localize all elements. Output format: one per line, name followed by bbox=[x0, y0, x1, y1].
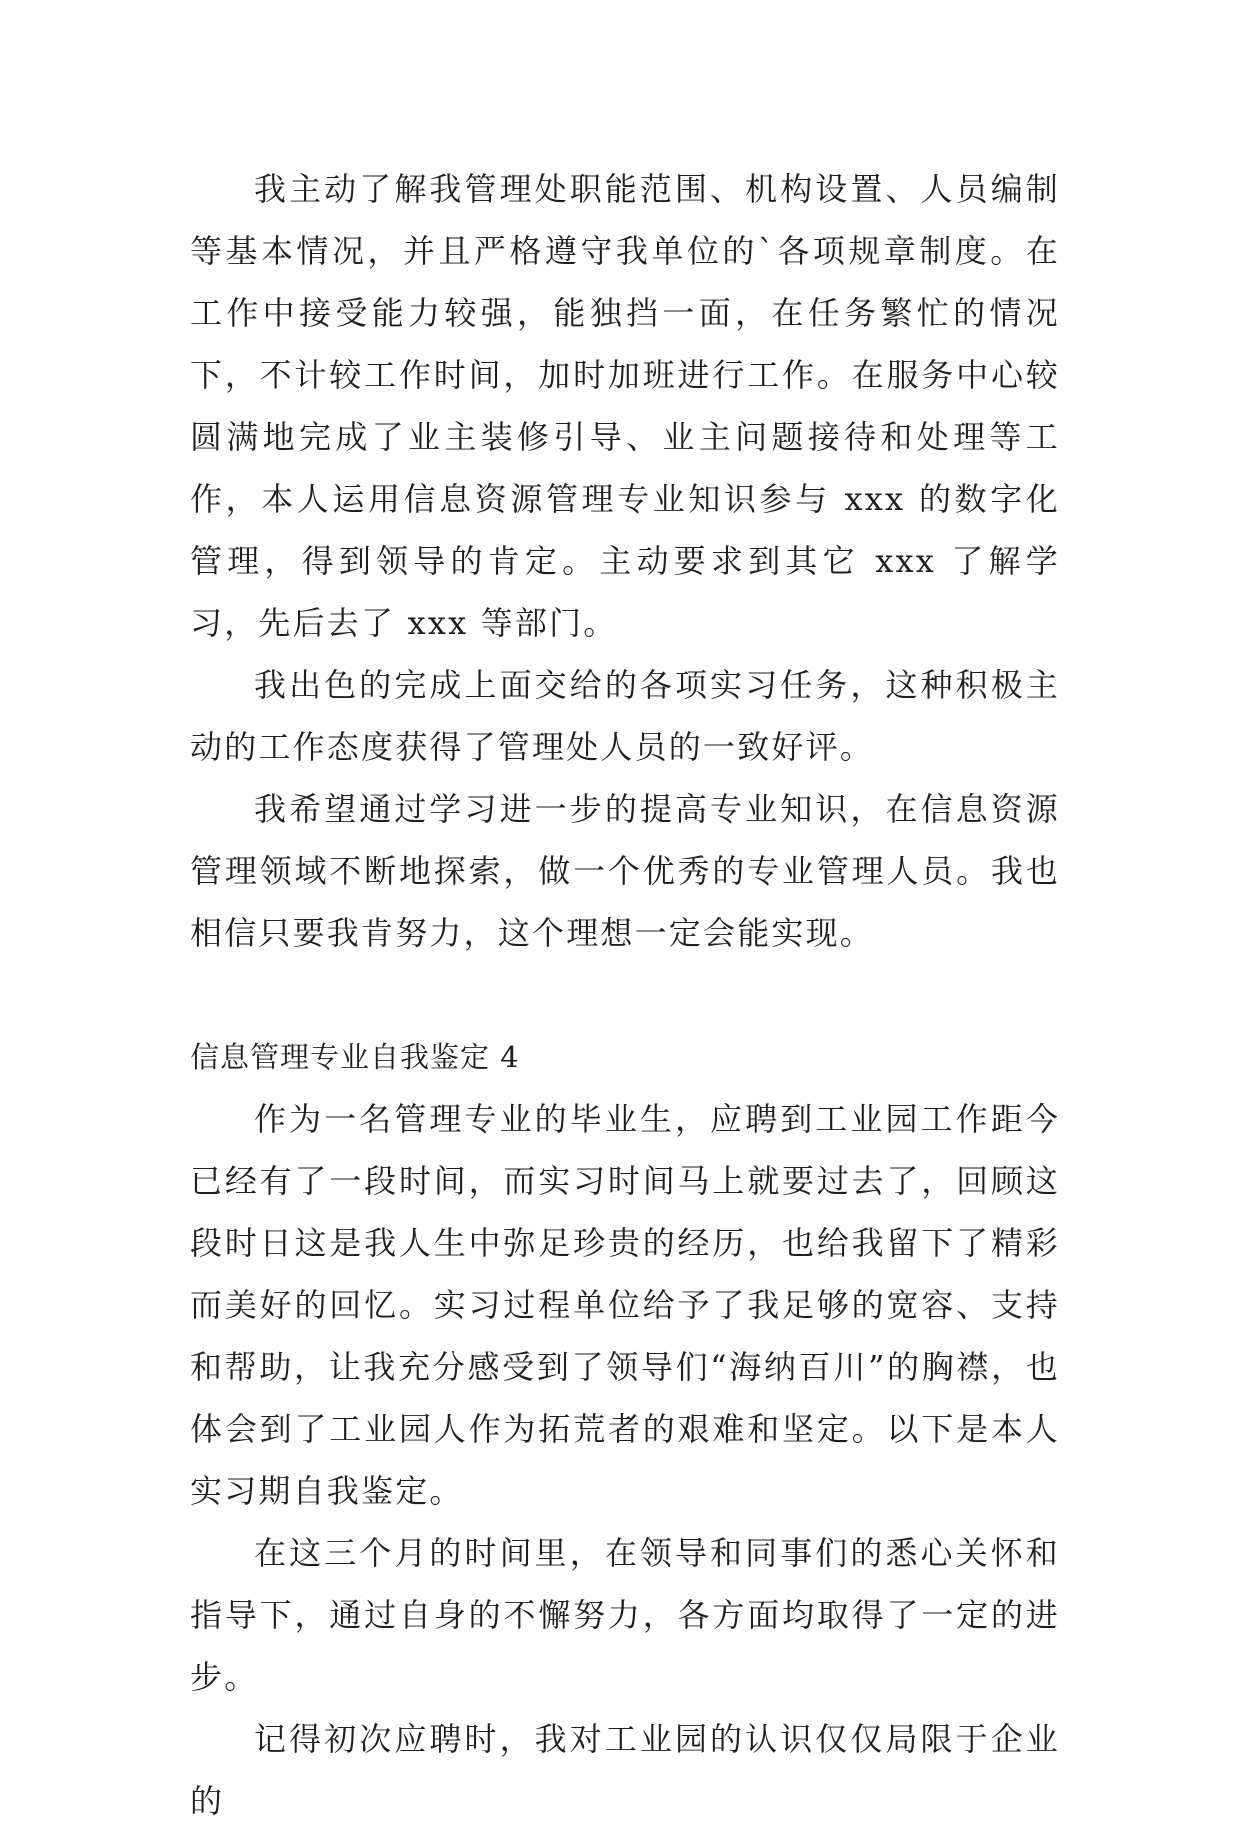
paragraph: 我主动了解我管理处职能范围、机构设置、人员编制等基本情况，并且严格遵守我单位的`各项规章制度。在工作中接受能力较强，能独挡一面，在任务繁忙的情况下，不计较工作时间，加时加班进行工作。在服务中心较圆满地完成了业主装修引导、业主问题接待和处理等工作，本人运用信息资源管理专业知识参与 xxx 的数字化管理，得到领导的肯定。主动要求到其它 xxx 了解学习，先后去了 xxx 等部门。 bbox=[190, 170, 1060, 642]
paragraph: 我希望通过学习进一步的提高专业知识，在信息资源管理领域不断地探索，做一个优秀的专业管理人员。我也相信只要我肯努力，这个理想一定会能实现。 bbox=[190, 790, 1060, 952]
document-body bbox=[190, 158, 1060, 1832]
paragraph: 在这三个月的时间里，在领导和同事们的悉心关怀和指导下，通过自身的不懈努力，各方面均取得了一定的进步。 bbox=[190, 1534, 1060, 1696]
paragraph: 记得初次应聘时，我对工业园的认识仅仅局限于企业的 bbox=[190, 1720, 1060, 1820]
paragraph: 作为一名管理专业的毕业生，应聘到工业园工作距今已经有了一段时间，而实习时间马上就要过去了，回顾这段时日这是我人生中弥足珍贵的经历，也给我留下了精彩而美好的回忆。实习过程单位给予了我足够的宽容、支持和帮助，让我充分感受到了领导们“海纳百川”的胸襟，也体会到了工业园人作为拓荒者的艰难和坚定。以下是本人实习期自我鉴定。 bbox=[190, 1100, 1060, 1510]
paragraph: 我出色的完成上面交给的各项实习任务，这种积极主动的工作态度获得了管理处人员的一致好评。 bbox=[190, 666, 1060, 766]
section-heading: 信息管理专业自我鉴定 4 bbox=[190, 1040, 520, 1074]
